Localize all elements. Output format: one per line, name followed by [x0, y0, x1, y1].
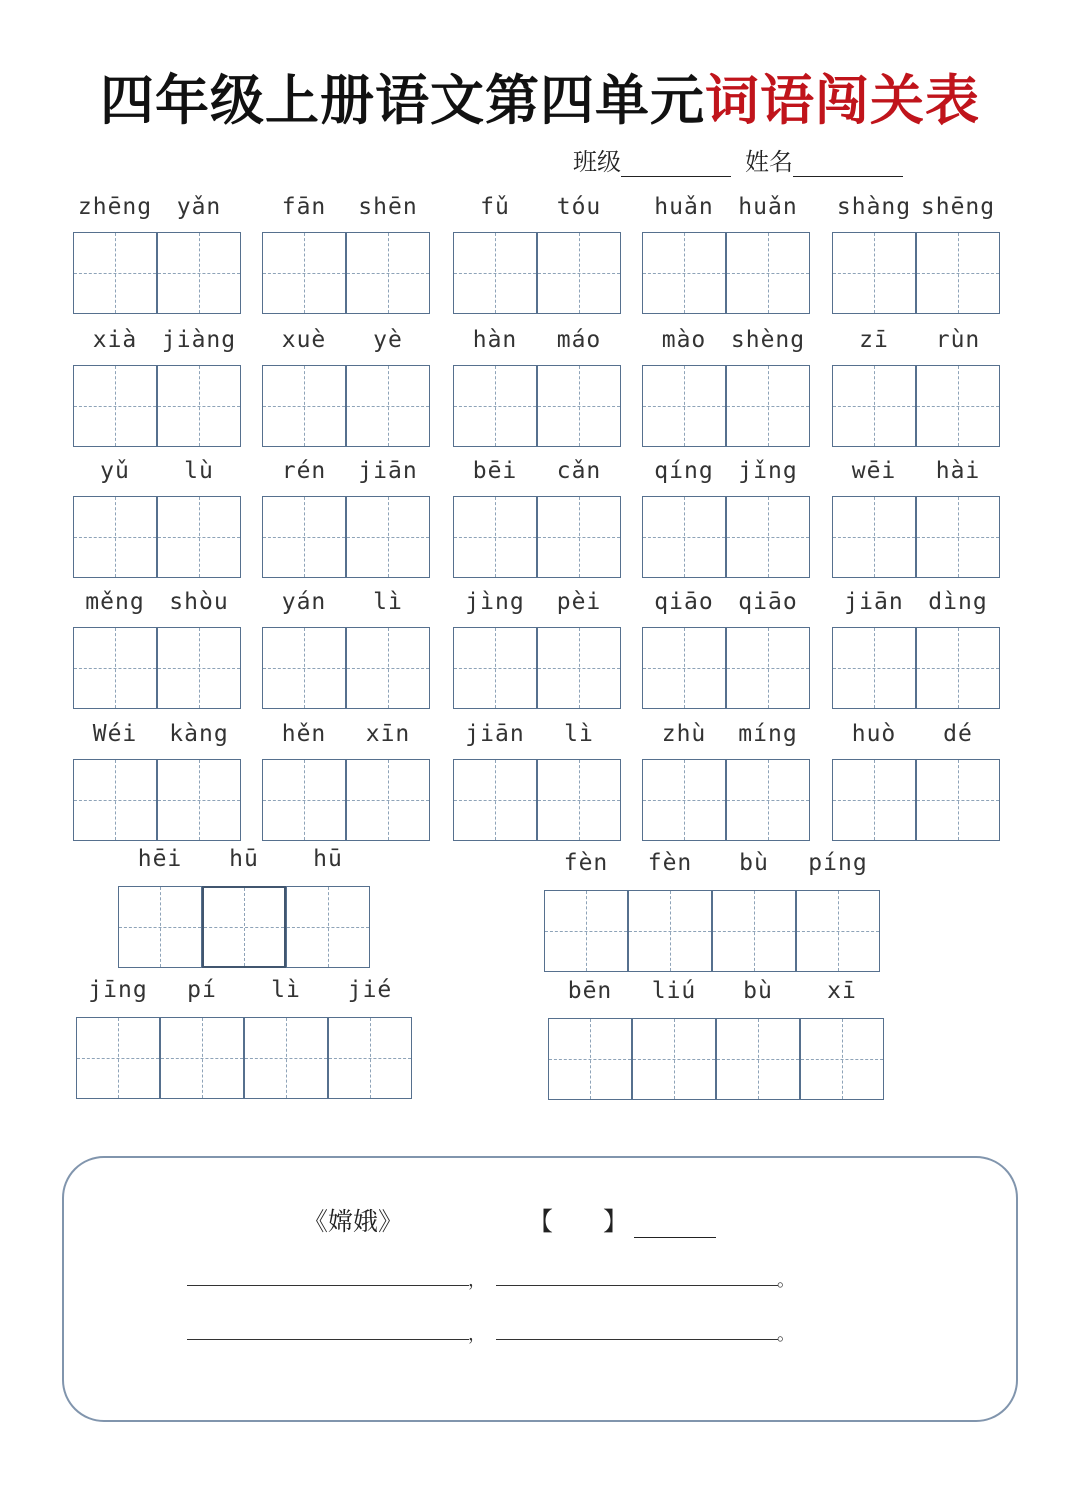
page-title — [0, 58, 1080, 135]
writing-cell[interactable] — [202, 886, 286, 968]
poet-blank[interactable] — [634, 1211, 716, 1238]
period-mark: 。 — [777, 1270, 795, 1291]
pinyin-syllable: cǎn — [556, 458, 602, 484]
writing-cell[interactable] — [262, 232, 346, 314]
poem-title: 《嫦娥》 — [303, 1207, 404, 1236]
writing-cell[interactable] — [286, 886, 370, 968]
pinyin-syllable: lì — [271, 977, 301, 1003]
answer-line[interactable] — [496, 1339, 778, 1340]
writing-cell[interactable] — [716, 1018, 800, 1100]
writing-cell[interactable] — [916, 232, 1000, 314]
pinyin-syllable: yǔ — [100, 458, 130, 484]
writing-cell[interactable] — [73, 232, 157, 314]
writing-cell[interactable] — [800, 1018, 884, 1100]
pinyin-syllable: hēi — [137, 846, 183, 872]
writing-cell[interactable] — [642, 627, 726, 709]
pinyin-syllable: jiān — [465, 721, 525, 747]
pinyin-syllable: bù — [739, 850, 769, 876]
pinyin-syllable: rùn — [935, 327, 981, 353]
writing-cell[interactable] — [548, 1018, 632, 1100]
pinyin-syllable: xī — [827, 978, 857, 1004]
writing-cell[interactable] — [453, 365, 537, 447]
pinyin-syllable: pèi — [556, 589, 602, 615]
period-mark: 。 — [777, 1324, 795, 1345]
pinyin-syllable: shēn — [358, 194, 418, 220]
writing-cell[interactable] — [537, 496, 621, 578]
writing-cell[interactable] — [453, 759, 537, 841]
pinyin-syllable: bēi — [472, 458, 518, 484]
pinyin-syllable: kàng — [169, 721, 229, 747]
pinyin-syllable: fèn — [647, 850, 693, 876]
pinyin-syllable: mào — [661, 327, 707, 353]
comma-mark: ， — [468, 1270, 486, 1291]
writing-cell[interactable] — [726, 759, 810, 841]
pinyin-syllable: huǎn — [654, 194, 714, 220]
writing-cell[interactable] — [642, 496, 726, 578]
writing-cell[interactable] — [916, 627, 1000, 709]
writing-cell[interactable] — [73, 365, 157, 447]
writing-cell[interactable] — [262, 627, 346, 709]
title-main: 四年级上册语文第四单元 — [100, 69, 705, 132]
answer-line[interactable] — [187, 1285, 469, 1286]
pinyin-syllable: bēn — [567, 978, 613, 1004]
writing-cell[interactable] — [916, 759, 1000, 841]
writing-cell[interactable] — [244, 1017, 328, 1099]
writing-cell[interactable] — [832, 365, 916, 447]
pinyin-syllable: huò — [851, 721, 897, 747]
title-highlight: 词语闯关表 — [705, 69, 980, 132]
pinyin-syllable: máo — [556, 327, 602, 353]
writing-cell[interactable] — [537, 232, 621, 314]
pinyin-syllable: jìng — [465, 589, 525, 615]
pinyin-syllable: jīng — [88, 977, 148, 1003]
pinyin-syllable: dìng — [928, 589, 988, 615]
answer-line[interactable] — [187, 1339, 469, 1340]
writing-cell[interactable] — [346, 232, 430, 314]
writing-cell[interactable] — [73, 759, 157, 841]
student-info — [573, 142, 917, 177]
writing-cell[interactable] — [157, 496, 241, 578]
writing-cell[interactable] — [642, 232, 726, 314]
pinyin-syllable: měng — [85, 589, 145, 615]
writing-cell[interactable] — [726, 365, 810, 447]
writing-cell[interactable] — [916, 365, 1000, 447]
pinyin-syllable: fān — [281, 194, 327, 220]
pinyin-syllable: Wéi — [92, 721, 138, 747]
pinyin-syllable: zhēng — [77, 194, 153, 220]
pinyin-syllable: fèn — [563, 850, 609, 876]
writing-cell[interactable] — [160, 1017, 244, 1099]
pinyin-syllable: hū — [313, 846, 343, 872]
writing-cell[interactable] — [632, 1018, 716, 1100]
writing-cell[interactable] — [832, 496, 916, 578]
pinyin-syllable: rén — [281, 458, 327, 484]
pinyin-syllable: xià — [92, 327, 138, 353]
writing-cell[interactable] — [796, 890, 880, 972]
pinyin-syllable: míng — [738, 721, 798, 747]
pinyin-syllable: shēng — [920, 194, 996, 220]
writing-cell[interactable] — [642, 365, 726, 447]
writing-cell[interactable] — [726, 496, 810, 578]
writing-cell[interactable] — [262, 759, 346, 841]
writing-cell[interactable] — [157, 627, 241, 709]
pinyin-syllable: hàn — [472, 327, 518, 353]
pinyin-syllable: zī — [859, 327, 889, 353]
writing-cell[interactable] — [76, 1017, 160, 1099]
pinyin-syllable: xuè — [281, 327, 327, 353]
comma-mark: ， — [468, 1324, 486, 1345]
writing-cell[interactable] — [544, 890, 628, 972]
writing-cell[interactable] — [73, 496, 157, 578]
pinyin-syllable: jiān — [358, 458, 418, 484]
pinyin-syllable: qíng — [654, 458, 714, 484]
name-label: 姓名 — [745, 148, 793, 176]
writing-cell[interactable] — [157, 759, 241, 841]
pinyin-syllable: tóu — [556, 194, 602, 220]
writing-cell[interactable] — [628, 890, 712, 972]
writing-cell[interactable] — [832, 759, 916, 841]
writing-cell[interactable] — [832, 232, 916, 314]
pinyin-syllable: qiāo — [654, 589, 714, 615]
writing-cell[interactable] — [712, 890, 796, 972]
poet-bracket: 【 】 — [528, 1207, 629, 1236]
pinyin-syllable: jié — [347, 977, 393, 1003]
pinyin-syllable: yǎn — [176, 194, 222, 220]
writing-cell[interactable] — [346, 496, 430, 578]
writing-cell[interactable] — [157, 365, 241, 447]
pinyin-syllable: píng — [808, 850, 868, 876]
class-label: 班级 — [573, 148, 621, 176]
pinyin-syllable: fǔ — [480, 194, 510, 220]
pinyin-syllable: hū — [229, 846, 259, 872]
writing-cell[interactable] — [537, 627, 621, 709]
pinyin-syllable: shòu — [169, 589, 229, 615]
writing-cell[interactable] — [73, 627, 157, 709]
pinyin-syllable: pí — [187, 977, 217, 1003]
pinyin-syllable: jǐng — [738, 458, 798, 484]
pinyin-syllable: qiāo — [738, 589, 798, 615]
writing-cell[interactable] — [726, 627, 810, 709]
answer-line[interactable] — [496, 1285, 778, 1286]
writing-cell[interactable] — [118, 886, 202, 968]
writing-cell[interactable] — [346, 627, 430, 709]
writing-cell[interactable] — [262, 365, 346, 447]
writing-cell[interactable] — [328, 1017, 412, 1099]
pinyin-syllable: dé — [943, 721, 973, 747]
pinyin-syllable: lì — [564, 721, 594, 747]
writing-cell[interactable] — [642, 759, 726, 841]
pinyin-syllable: bù — [743, 978, 773, 1004]
writing-cell[interactable] — [537, 759, 621, 841]
pinyin-syllable: hěn — [281, 721, 327, 747]
pinyin-syllable: wēi — [851, 458, 897, 484]
pinyin-syllable: huǎn — [738, 194, 798, 220]
pinyin-syllable: shàng — [836, 194, 912, 220]
writing-cell[interactable] — [346, 365, 430, 447]
writing-cell[interactable] — [726, 232, 810, 314]
writing-cell[interactable] — [346, 759, 430, 841]
pinyin-syllable: yè — [373, 327, 403, 353]
writing-cell[interactable] — [453, 496, 537, 578]
pinyin-syllable: jiàng — [161, 327, 237, 353]
writing-cell[interactable] — [537, 365, 621, 447]
pinyin-syllable: jiān — [844, 589, 904, 615]
pinyin-syllable: shèng — [730, 327, 806, 353]
pinyin-syllable: yán — [281, 589, 327, 615]
pinyin-syllable: zhù — [661, 721, 707, 747]
class-field[interactable] — [621, 148, 731, 177]
poem-box — [62, 1156, 1018, 1422]
pinyin-syllable: hài — [935, 458, 981, 484]
name-field[interactable] — [793, 148, 903, 177]
pinyin-syllable: lù — [184, 458, 214, 484]
writing-cell[interactable] — [916, 496, 1000, 578]
writing-cell[interactable] — [453, 232, 537, 314]
pinyin-syllable: xīn — [365, 721, 411, 747]
writing-cell[interactable] — [453, 627, 537, 709]
pinyin-syllable: liú — [651, 978, 697, 1004]
pinyin-syllable: lì — [373, 589, 403, 615]
writing-cell[interactable] — [832, 627, 916, 709]
writing-cell[interactable] — [157, 232, 241, 314]
poet-field[interactable] — [528, 1202, 716, 1238]
writing-cell[interactable] — [262, 496, 346, 578]
